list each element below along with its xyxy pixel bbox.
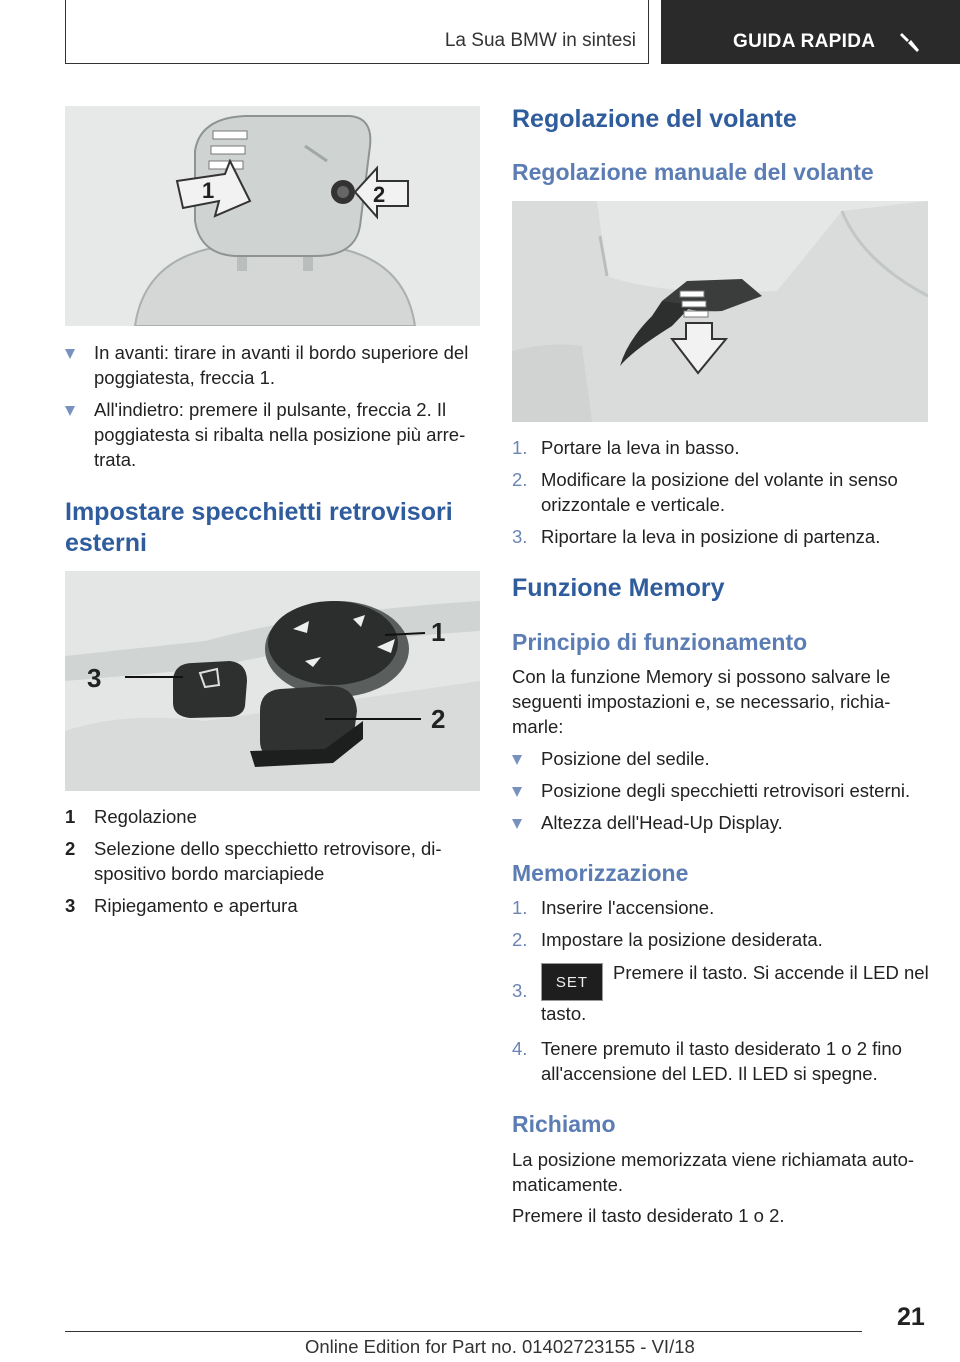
steering-lever-image <box>512 201 928 422</box>
step-number: 3. <box>512 526 528 547</box>
legend-number: 2 <box>65 838 76 859</box>
step-item <box>512 927 932 952</box>
step-item <box>512 467 932 517</box>
step-text-with-button <box>541 960 931 1026</box>
bullet-triangle-icon <box>512 746 522 771</box>
step-item <box>512 895 932 920</box>
headrest-image <box>65 106 480 326</box>
bullet-triangle-icon <box>512 810 522 835</box>
step-number: 2. <box>512 469 528 490</box>
header-chapter-title: GUIDA RAPIDA <box>733 31 876 52</box>
step-text: Tenere premuto il tasto desiderato 1 o 2 fino all'accensione del LED. Il LED si spegne. <box>541 1038 902 1084</box>
quick-guide-icon <box>898 30 922 54</box>
legend-item <box>65 804 480 829</box>
recall-paragraph: La posizione memorizzata viene richiamata auto-maticamente. <box>512 1149 915 1195</box>
set-button: SET <box>541 963 603 1001</box>
list-item-text: Altezza dell'Head-Up Display. <box>541 812 783 833</box>
list-item-text: All'indietro: premere il pulsante, freccia 2. Il poggiatesta si ribalta nella posizione più arre-trata. <box>94 399 466 470</box>
footer-rule <box>65 1331 862 1332</box>
legend-number: 3 <box>65 895 76 916</box>
step-item <box>512 524 932 549</box>
list-item <box>512 778 932 803</box>
step-number: 3. <box>512 980 528 1001</box>
header-section-box <box>65 0 649 64</box>
list-item <box>512 810 932 835</box>
legend-text: Ripiegamento e apertura <box>94 895 298 916</box>
legend-number: 1 <box>65 806 76 827</box>
step-text: Impostare la posizione desiderata. <box>541 929 823 950</box>
subsection-title: Principio di funzionamento <box>512 629 808 655</box>
subsection-title: Regolazione manuale del volante <box>512 159 874 185</box>
footer-edition: Online Edition for Part no. 01402723155 - VI/18 <box>305 1336 695 1357</box>
bullet-triangle-icon <box>512 778 522 803</box>
subsection-title: Memorizzazione <box>512 860 689 886</box>
mirror-label-3: 3 <box>87 663 102 693</box>
subsection-title: Richiamo <box>512 1111 616 1137</box>
list-item-text: In avanti: tirare in avanti il bordo superiore del poggiatesta, freccia 1. <box>94 342 469 388</box>
list-item-text: Posizione del sedile. <box>541 748 710 769</box>
step-text: Portare la leva in basso. <box>541 437 740 458</box>
section-title: Funzione Memory <box>512 574 725 602</box>
mirror-label-1: 1 <box>431 617 446 647</box>
step-item <box>512 1036 932 1086</box>
bullet-triangle-icon <box>65 397 75 422</box>
step-number: 1. <box>512 897 528 918</box>
bullet-triangle-icon <box>65 340 75 365</box>
step-number: 4. <box>512 1038 528 1059</box>
step-number: 1. <box>512 437 528 458</box>
headrest-label-1: 1 <box>202 178 215 203</box>
recall-paragraph: Premere il tasto desiderato 1 o 2. <box>512 1205 785 1226</box>
legend-item <box>65 893 480 918</box>
list-item <box>512 746 932 771</box>
section-title: Impostare specchietti retrovisori esterni <box>65 498 453 557</box>
header-chapter-tab <box>661 0 960 64</box>
legend-text: Selezione dello specchietto retrovisore, di-spositivo bordo marciapiede <box>94 838 442 884</box>
legend-item <box>65 836 480 886</box>
header-section-title: La Sua BMW in sintesi <box>444 30 636 51</box>
legend-text: Regolazione <box>94 806 197 827</box>
step-text: Premere il tasto. Si accende il LED nel tasto. <box>541 962 929 1024</box>
step-text: Inserire l'accensione. <box>541 897 715 918</box>
headrest-label-2: 2 <box>373 182 386 207</box>
step-text: Riportare la leva in posizione di partenza. <box>541 526 881 547</box>
list-item <box>65 340 480 390</box>
page-number: 21 <box>897 1303 925 1331</box>
principle-paragraph: Con la funzione Memory si possono salvare le seguenti impostazioni e, se necessario, richia-marle: <box>512 666 891 737</box>
step-item <box>512 435 932 460</box>
section-title: Regolazione del volante <box>512 105 797 133</box>
mirror-label-2: 2 <box>431 704 446 734</box>
step-item <box>512 962 932 1028</box>
step-number: 2. <box>512 929 528 950</box>
list-item <box>65 397 480 472</box>
step-text: Modificare la posizione del volante in senso orizzontale e verticale. <box>541 469 898 515</box>
mirror-control-image <box>65 571 480 791</box>
list-item-text: Posizione degli specchietti retrovisori esterni. <box>541 780 911 801</box>
